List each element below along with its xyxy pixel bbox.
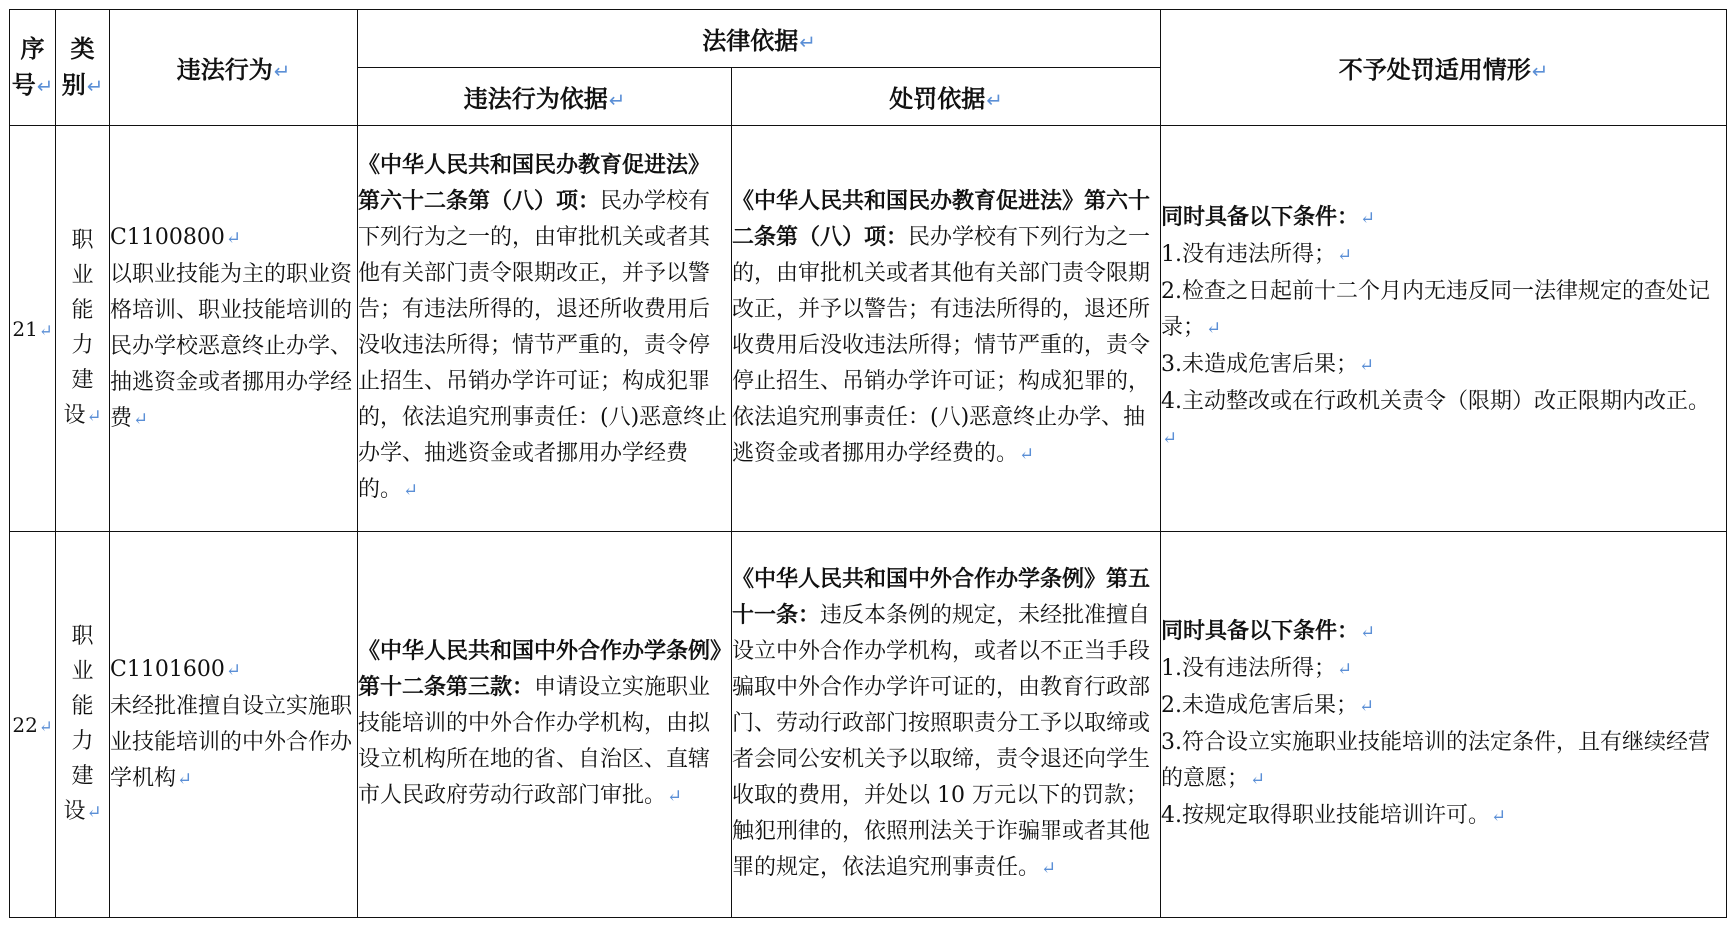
return-mark: ↵	[1337, 245, 1353, 266]
penalty-basis-text: 违反本条例的规定，未经批准擅自设立中外合作办学机构，或者以不正当手段骗取中外合作办学许可证的，由教育行政部门、劳动行政部门按照职责分工予以取缔或者会同公安机关予以取缔，责令退还向学生收取的费用，并处以 10 万元以下的罚款；触犯刑律的，依照刑法关于诈骗罪或者其他罪的规定，依法追究刑事责任。	[732, 603, 1151, 880]
row-category	[56, 532, 110, 918]
violation-description: 未经批准擅自设立实施职业技能培训的中外合作办学机构	[110, 693, 353, 791]
violation-basis-citation: 《中华人民共和国民办教育促进法》第六十二条第（八）项：	[358, 153, 711, 214]
exemption-item: 2.检查之日起前十二个月内无违反同一法律规定的查处记录；	[1161, 279, 1711, 340]
category-char: 能	[71, 298, 94, 323]
category-char: 业	[71, 263, 94, 288]
exemption-title: 同时具备以下条件：	[1161, 619, 1360, 644]
header-violation-basis	[358, 68, 732, 126]
violation-basis-text: 民办学校有下列行为之一的，由审批机关或者其他有关部门责令限期改正，并予以警告；有违法所得的，退还所收费用后没收违法所得；情节严重的，责令停止招生、吊销办学许可证；构成犯罪的，依法追究刑事责任：(八)恶意终止办学、抽逃资金或者挪用办学经费的。	[358, 189, 728, 502]
legal-table	[9, 9, 1727, 918]
return-mark: ↵	[667, 786, 683, 807]
return-mark: ↵	[1359, 696, 1375, 717]
header-seq	[10, 10, 56, 126]
category-char: 业	[71, 659, 94, 684]
penalty-basis-citation: 《中华人民共和国中外合作办学条例》第五十一条：	[732, 567, 1151, 628]
return-mark: ↵	[1359, 355, 1375, 376]
category-char: 力	[71, 729, 94, 754]
return-mark: ↵	[608, 89, 626, 112]
header-exemption	[1161, 10, 1727, 126]
return-mark: ↵	[1531, 60, 1549, 83]
row-seq-value: 22	[12, 712, 38, 737]
return-mark: ↵	[1250, 769, 1266, 790]
return-mark: ↵	[86, 802, 102, 823]
row-penalty-basis	[732, 126, 1161, 532]
return-mark: ↵	[986, 89, 1003, 112]
exemption-item: 2.未造成危害后果；	[1161, 693, 1359, 718]
header-category	[56, 10, 110, 126]
violation-basis-citation: 《中华人民共和国中外合作办学条例》第十二条第三款：	[358, 639, 722, 700]
exemption-item: 4.按规定取得职业技能培训许可。	[1161, 803, 1491, 828]
table-row	[10, 126, 1727, 532]
violation-code: C1100800	[110, 224, 225, 250]
row-violation	[110, 126, 358, 532]
row-seq-value: 21	[12, 316, 38, 341]
header-violation-label: 违法行为	[176, 56, 273, 84]
return-mark: ↵	[1337, 659, 1353, 680]
category-char: 能	[71, 694, 94, 719]
exemption-item: 1.没有违法所得；	[1161, 242, 1337, 267]
violation-description: 以职业技能为主的职业资格培训、职业技能培训的民办学校恶意终止办学、抽逃资金或者挪用办学经费	[110, 261, 353, 431]
return-mark: ↵	[1206, 318, 1222, 339]
penalty-basis-citation: 《中华人民共和国民办教育促进法》第六十二条第（八）项：	[732, 189, 1151, 250]
category-char: 职	[71, 624, 94, 649]
return-mark: ↵	[225, 227, 241, 249]
return-mark: ↵	[799, 31, 816, 54]
return-mark: ↵	[1162, 428, 1178, 449]
return-mark: ↵	[273, 60, 291, 83]
category-char: 职	[71, 228, 94, 253]
row-category	[56, 126, 110, 532]
header-violation-basis-label: 违法行为依据	[463, 85, 608, 113]
return-mark: ↵	[86, 74, 104, 98]
row-seq	[10, 126, 56, 532]
return-mark: ↵	[177, 768, 193, 790]
header-exemption-label: 不予处罚适用情形	[1338, 56, 1531, 84]
return-mark: ↵	[225, 659, 241, 681]
return-mark: ↵	[86, 406, 102, 427]
header-legal-basis-label: 法律依据	[702, 27, 799, 55]
return-mark: ↵	[38, 320, 53, 340]
return-mark: ↵	[403, 480, 419, 501]
return-mark: ↵	[1041, 858, 1057, 879]
return-mark: ↵	[36, 74, 54, 98]
row-penalty-basis	[732, 532, 1161, 918]
header-category-char-1: 类	[70, 34, 95, 63]
row-violation-basis	[358, 126, 732, 532]
return-mark: ↵	[1360, 208, 1376, 229]
category-char: 设	[63, 799, 86, 824]
row-seq	[10, 532, 56, 918]
header-penalty-basis	[732, 68, 1161, 126]
header-penalty-basis-label: 处罚依据	[889, 85, 986, 113]
table-row	[10, 532, 1727, 918]
row-exemption	[1161, 532, 1727, 918]
category-char: 力	[71, 333, 94, 358]
row-violation	[110, 532, 358, 918]
exemption-item: 4.主动整改或在行政机关责令（限期）改正限期内改正。	[1161, 389, 1711, 414]
header-seq-char-2: 号	[11, 70, 36, 99]
return-mark: ↵	[133, 408, 149, 430]
header-legal-basis	[358, 10, 1161, 68]
exemption-item: 3.符合设立实施职业技能培训的法定条件，且有继续经营的意愿；	[1161, 730, 1711, 791]
exemption-item: 1.没有违法所得；	[1161, 656, 1337, 681]
return-mark: ↵	[1360, 622, 1376, 643]
penalty-basis-text: 民办学校有下列行为之一的，由审批机关或者其他有关部门责令限期改正，并予以警告；有违法所得的，退还所收费用后没收违法所得；情节严重的，责令停止招生、吊销办学许可证；构成犯罪的，依法追究刑事责任：(八)恶意终止办学、抽逃资金或者挪用办学经费的。	[732, 225, 1151, 466]
return-mark: ↵	[38, 716, 53, 736]
exemption-title: 同时具备以下条件：	[1161, 205, 1360, 230]
category-char: 建	[71, 764, 94, 789]
violation-code: C1101600	[110, 656, 225, 682]
header-category-char-2: 别	[61, 70, 86, 99]
exemption-item: 3.未造成危害后果；	[1161, 352, 1359, 377]
header-seq-char-1: 序	[20, 34, 45, 63]
category-char: 设	[63, 403, 86, 428]
violation-basis-text: 申请设立实施职业技能培训的中外合作办学机构，由拟设立机构所在地的省、自治区、直辖市人民政府劳动行政部门审批。	[358, 675, 711, 808]
header-row-top	[10, 10, 1727, 68]
category-char: 建	[71, 368, 94, 393]
header-violation	[110, 10, 358, 126]
return-mark: ↵	[1491, 806, 1507, 827]
row-exemption	[1161, 126, 1727, 532]
row-violation-basis	[358, 532, 732, 918]
return-mark: ↵	[1019, 444, 1035, 465]
